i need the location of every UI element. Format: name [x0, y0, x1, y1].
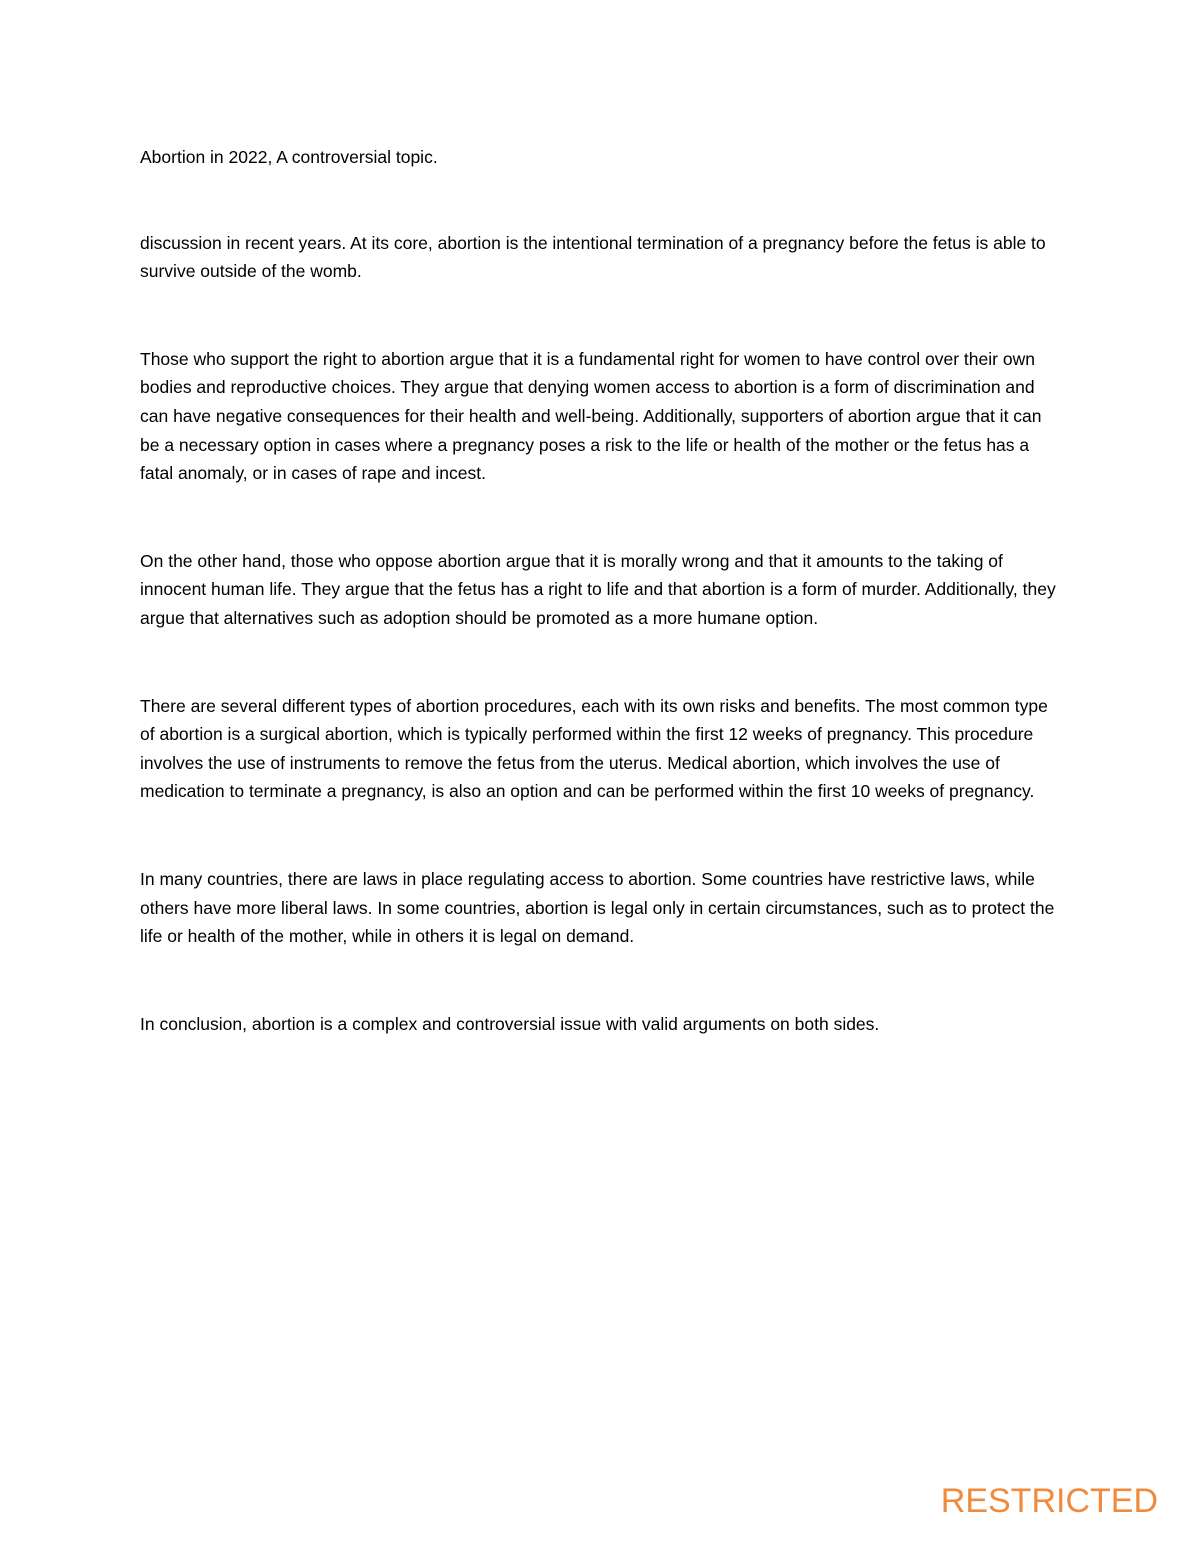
document-title: Abortion in 2022, A controversial topic.	[140, 147, 438, 167]
paragraph-laws: In many countries, there are laws in place regulating access to abortion. Some countries have restrictive laws, while others have more liberal laws. In some countries, abortion is legal only in certain circumstances, such as to protect the life or health of the mother, while in others it is legal on demand.	[140, 868, 1055, 947]
document-body	[140, 143, 1065, 1038]
paragraph-conclusion: In conclusion, abortion is a complex and controversial issue with valid arguments on both sides.	[140, 1013, 880, 1034]
paragraph-support: Those who support the right to abortion argue that it is a fundamental right for women to have control over their own bodies and reproductive choices. They argue that denying women access to abortion is a form of discrimination and can have negative consequences for their health and well-being. Additionally, supporters of abortion argue that it can be a necessary option in cases where a pregnancy poses a risk to the life or health of the mother or the fetus has a fatal anomaly, or in cases of rape and incest.	[140, 348, 1042, 484]
paragraph-procedures: There are several different types of abortion procedures, each with its own risks and benefits. The most common type of abortion is a surgical abortion, which is typically performed within the first 12 weeks of pregnancy. This procedure involves the use of instruments to remove the fetus from the uterus. Medical abortion, which involves the use of medication to terminate a pregnancy, is also an option and can be performed within the first 10 weeks of pregnancy.	[140, 695, 1048, 802]
paragraph-oppose: On the other hand, those who oppose abortion argue that it is morally wrong and that it amounts to the taking of innocent human life. They argue that the fetus has a right to life and that abortion is a form of murder. Additionally, they argue that alternatives such as adoption should be promoted as a more humane option.	[140, 550, 1056, 628]
classification-label: RESTRICTED	[940, 1482, 1158, 1520]
paragraph-intro: discussion in recent years. At its core, abortion is the intentional termination of a pregnancy before the fetus is able to survive outside of the womb.	[140, 232, 1046, 282]
